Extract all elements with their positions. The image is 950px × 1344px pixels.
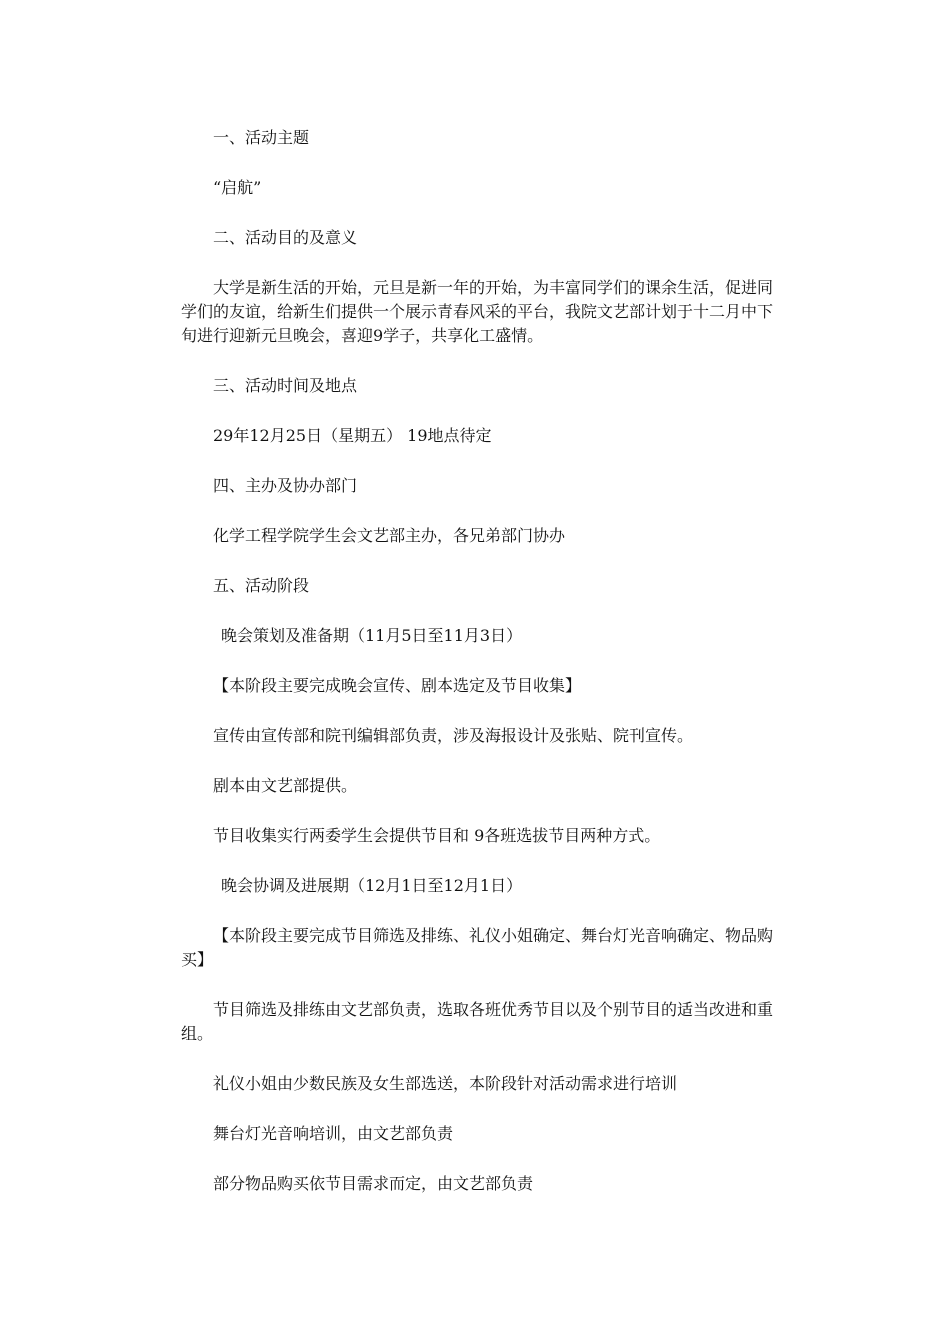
stage-one-item-script: 剧本由文艺部提供。 bbox=[213, 776, 358, 795]
time-place-text: 29年12月25日（星期五） 19地点待定 bbox=[213, 426, 492, 445]
document-body bbox=[181, 126, 773, 1196]
purpose-paragraph: 大学是新生活的开始，元旦是新一年的开始，为丰富同学们的课余生活，促进同学们的友谊，给新生们提供一个展示青春风采的平台，我院文艺部计划于十二月中下旬进行迎新元旦晚会，喜迎9学子，共享化工盛情。 bbox=[181, 278, 774, 345]
organizers-text: 化学工程学院学生会文艺部主办，各兄弟部门协办 bbox=[213, 526, 566, 545]
stage-one-item-publicity: 宣传由宣传部和院刊编辑部负责，涉及海报设计及张贴、院刊宣传。 bbox=[213, 726, 694, 745]
section-heading-time-place: 三、活动时间及地点 bbox=[213, 376, 358, 395]
stage-one-title: 晚会策划及准备期（11月5日至11月3日） bbox=[221, 626, 523, 645]
stage-two-summary: 【本阶段主要完成节目筛选及排练、礼仪小姐确定、舞台灯光音响确定、物品购买】 bbox=[181, 926, 774, 969]
stage-two-title: 晚会协调及进展期（12月1日至12月1日） bbox=[221, 876, 523, 895]
stage-two-item-rehearsal: 节目筛选及排练由文艺部负责，选取各班优秀节目以及个别节目的适当改进和重组。 bbox=[181, 1000, 774, 1043]
stage-one-item-programs: 节目收集实行两委学生会提供节目和 9各班选拔节目两种方式。 bbox=[213, 826, 661, 845]
stage-two-item-purchase: 部分物品购买依节目需求而定，由文艺部负责 bbox=[213, 1174, 534, 1193]
section-heading-purpose: 二、活动目的及意义 bbox=[213, 228, 358, 247]
theme-text: “启航” bbox=[213, 178, 262, 197]
section-heading-organizers: 四、主办及协办部门 bbox=[213, 476, 358, 495]
stage-two-item-etiquette: 礼仪小姐由少数民族及女生部选送，本阶段针对活动需求进行培训 bbox=[213, 1074, 678, 1093]
stage-two-item-lighting: 舞台灯光音响培训，由文艺部负责 bbox=[213, 1124, 454, 1143]
stage-one-summary: 【本阶段主要完成晚会宣传、剧本选定及节目收集】 bbox=[213, 676, 582, 695]
section-heading-stages: 五、活动阶段 bbox=[213, 576, 310, 595]
section-heading-theme: 一、活动主题 bbox=[213, 128, 310, 147]
